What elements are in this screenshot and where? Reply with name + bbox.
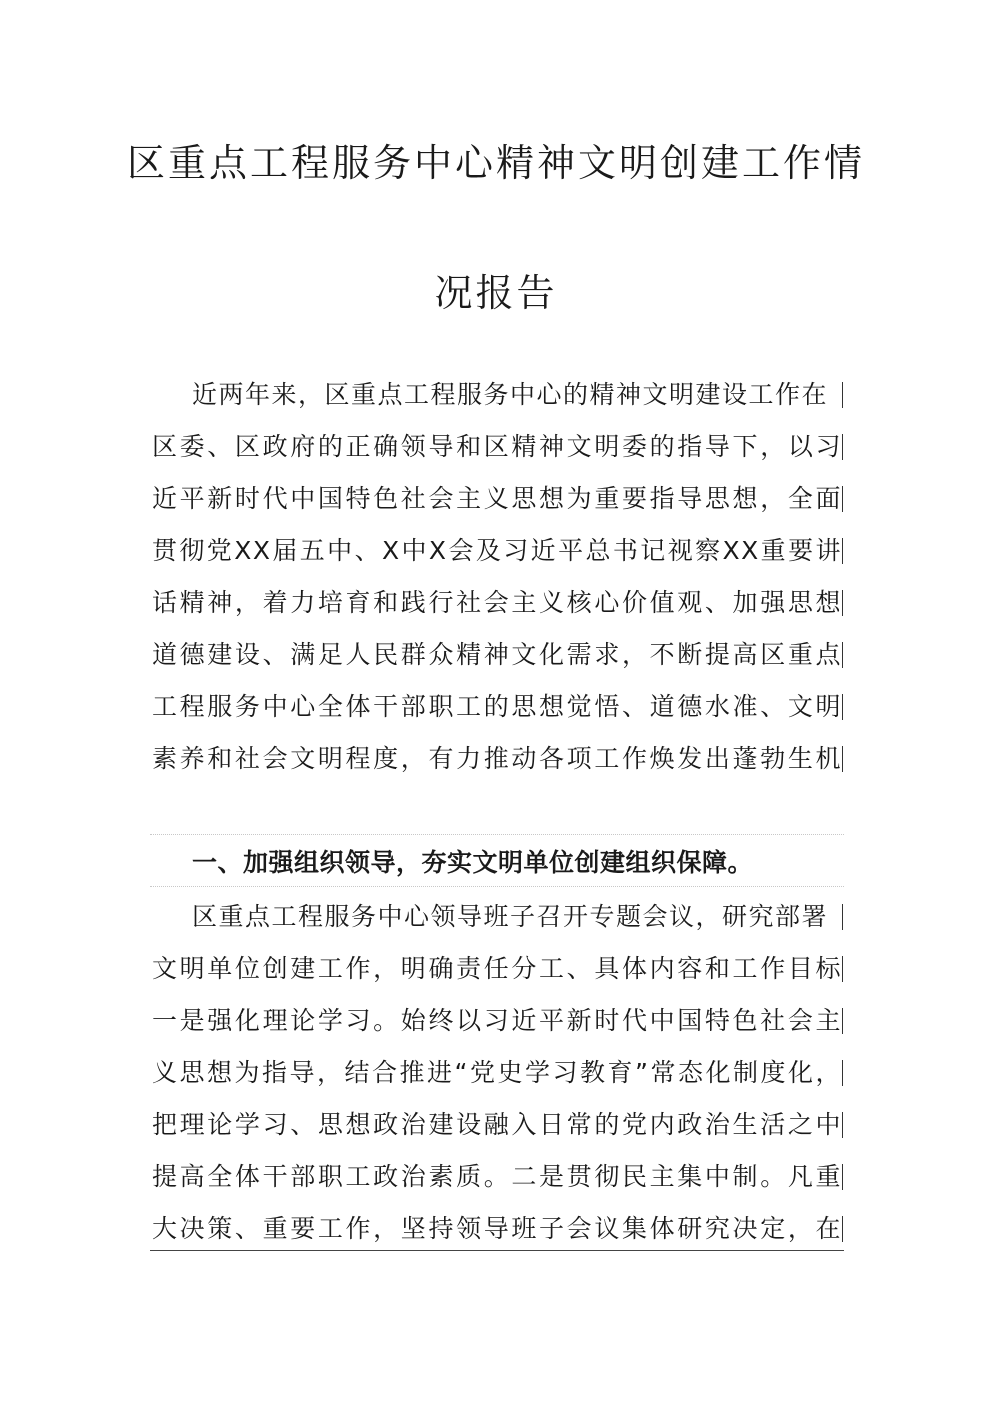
- section1-line-1: 区重点工程服务中心领导班子召开专题会议，研究部署: [192, 902, 829, 931]
- section1-line-6: 提高全体干部职工政治素质。二是贯彻民主集中制。凡重: [152, 1162, 842, 1191]
- margin-bar: [842, 642, 843, 668]
- intro-line-8: 素养和社会文明程度，有力推动各项工作焕发出蓬勃生机: [152, 744, 842, 773]
- margin-bar: [842, 956, 843, 982]
- margin-bar: [842, 694, 843, 720]
- section-top-rule: [150, 834, 844, 835]
- margin-bar: [842, 1008, 843, 1034]
- intro-line-5: 话精神，着力培育和践行社会主义核心价值观、加强思想: [152, 588, 842, 617]
- section1-line-5: 把理论学习、思想政治建设融入日常的党内政治生活之中: [152, 1110, 842, 1139]
- section1-line-4: 义思想为指导，结合推进“党史学习教育”常态化制度化，: [152, 1058, 842, 1087]
- margin-bar: [842, 1112, 843, 1138]
- section1-line-3: 一是强化理论学习。始终以习近平新时代中国特色社会主: [152, 1006, 842, 1035]
- margin-bar: [842, 590, 843, 616]
- margin-bar: [842, 382, 843, 408]
- section-heading-1: 一、加强组织领导，夯实文明单位创建组织保障。: [192, 848, 754, 877]
- document-title-line-2: 况报告: [434, 271, 558, 315]
- intro-line-2: 区委、区政府的正确领导和区精神文明委的指导下，以习: [152, 432, 842, 461]
- margin-bar: [842, 904, 843, 930]
- page-bottom-rule: [150, 1250, 844, 1251]
- margin-bar: [842, 1216, 843, 1242]
- margin-bar: [842, 1164, 843, 1190]
- intro-line-7: 工程服务中心全体干部职工的思想觉悟、道德水准、文明: [152, 692, 842, 721]
- section-bottom-rule: [150, 886, 844, 887]
- margin-bar: [842, 434, 843, 460]
- section1-line-2: 文明单位创建工作，明确责任分工、具体内容和工作目标: [152, 954, 842, 983]
- intro-line-1: 近两年来，区重点工程服务中心的精神文明建设工作在: [192, 380, 829, 409]
- document-title-line-1: 区重点工程服务中心精神文明创建工作情: [126, 141, 865, 185]
- intro-line-3: 近平新时代中国特色社会主义思想为重要指导思想，全面: [152, 484, 842, 513]
- margin-bar: [842, 746, 843, 772]
- margin-bar: [842, 1060, 843, 1086]
- intro-line-6: 道德建设、满足人民群众精神文化需求，不断提高区重点: [152, 640, 842, 669]
- margin-bar: [842, 486, 843, 512]
- section1-line-7: 大决策、重要工作，坚持领导班子会议集体研究决定，在: [152, 1214, 842, 1243]
- intro-line-4: 贯彻党XX届五中、X中X会及习近平总书记视察XX重要讲: [152, 536, 842, 565]
- margin-bar: [842, 538, 843, 564]
